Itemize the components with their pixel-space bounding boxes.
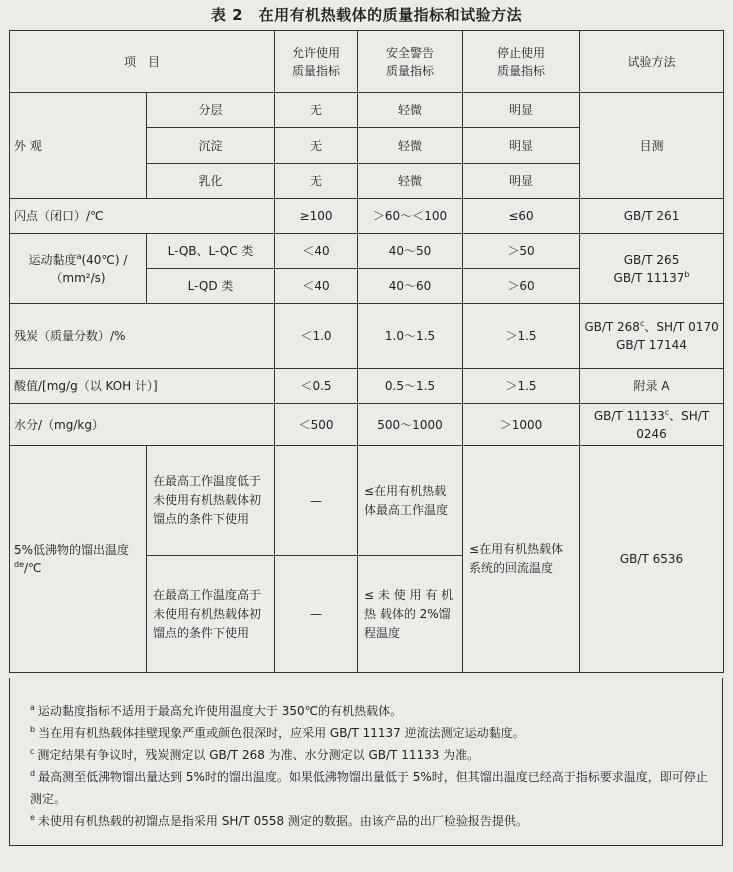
- warn-value: 轻微: [358, 93, 463, 128]
- appearance-row-layering: [10, 93, 724, 128]
- stop-value: ＞1.5: [463, 304, 580, 369]
- stop-value: 明显: [463, 128, 580, 164]
- allow-value: ＜0.5: [275, 369, 358, 404]
- footnotes: [9, 678, 723, 846]
- allow-value: ≥100: [275, 199, 358, 234]
- stop-value: 明显: [463, 93, 580, 128]
- water-method: GB/T 11133$^c$、SH/T 0246: [580, 404, 724, 446]
- header-method: 试验方法: [580, 31, 724, 93]
- allow-value: ＜40: [275, 269, 358, 304]
- viscosity-sub: L-QB、L-QC 类: [147, 234, 275, 269]
- warn-value: 轻微: [358, 164, 463, 199]
- footnote: $^c$ 测定结果有争议时，残炭测定以 GB/T 268 为准、水分测定以 GB/T 11133 为准。: [30, 747, 480, 762]
- footnote: $^b$ 当在用有机热载体挂壁现象严重或颜色很深时，应采用 GB/T 11137 逆流法测定运动黏度。: [30, 725, 525, 740]
- distill-condition-above: 在最高工作温度高于未使用有机热载体初馏点的条件下使用: [147, 556, 275, 673]
- water-label: 水分/（mg/kg）: [10, 404, 275, 446]
- header-row: [10, 31, 724, 93]
- acid-value-method: 附录 A: [580, 369, 724, 404]
- carbon-residue-label: 残炭（质量分数）/%: [10, 304, 275, 369]
- table-title: 表 2 在用有机热载体的质量指标和试验方法: [210, 6, 523, 24]
- acid-value-row: [10, 369, 724, 404]
- stop-value: 明显: [463, 164, 580, 199]
- header-item: 项 目: [10, 31, 275, 93]
- warn-value: 500～1000: [358, 404, 463, 446]
- warn-value: ＞60～＜100: [358, 199, 463, 234]
- distill-method: GB/T 6536: [580, 446, 724, 673]
- appearance-sub: 分层: [147, 93, 275, 128]
- stop-value: ＞60: [463, 269, 580, 304]
- allow-value: 无: [275, 128, 358, 164]
- appearance-sub: 沉淀: [147, 128, 275, 164]
- appearance-method: 目测: [580, 93, 724, 199]
- water-row: [10, 404, 724, 446]
- flash-point-row: [10, 199, 724, 234]
- stop-value: ≤60: [463, 199, 580, 234]
- carbon-residue-method: GB/T 268$^c$、SH/T 0170 GB/T 17144: [580, 304, 724, 369]
- header-allow: 允许使用 质量指标: [275, 31, 358, 93]
- viscosity-method: GB/T 265 GB/T 11137$^b$: [580, 234, 724, 304]
- header-stop: 停止使用 质量指标: [463, 31, 580, 93]
- appearance-sub: 乳化: [147, 164, 275, 199]
- footnote: $^a$ 运动黏度指标不适用于最高允许使用温度大于 350℃的有机热载体。: [30, 703, 403, 718]
- stop-value: ＞50: [463, 234, 580, 269]
- footnote: $^d$ 最高测至低沸物馏出量达到 5%时的馏出温度。如果低沸物馏出量低于 5%时，但其馏出温度已经高于指标要求温度，即可停止测定。: [30, 769, 708, 806]
- viscosity-label: 运动黏度$^a$(40℃) / （mm²/s): [10, 234, 147, 304]
- acid-value-label: 酸值/[mg/g（以 KOH 计）]: [10, 369, 275, 404]
- footnote: $^e$ 未使用有机热载的初馏点是指采用 SH/T 0558 测定的数据。由该产品的出厂检验报告提供。: [30, 813, 528, 828]
- allow-value: —: [275, 556, 358, 673]
- allow-value: 无: [275, 93, 358, 128]
- distill-row-below: [10, 446, 724, 556]
- warn-value: 0.5～1.5: [358, 369, 463, 404]
- header-warn: 安全警告 质量指标: [358, 31, 463, 93]
- stop-value: ＞1.5: [463, 369, 580, 404]
- flash-point-label: 闪点（闭口）/℃: [10, 199, 275, 234]
- flash-point-method: GB/T 261: [580, 199, 724, 234]
- spec-table: [9, 30, 724, 673]
- distill-label: 5%低沸物的馏出温度 $^{de}$/℃: [10, 446, 147, 673]
- warn-value: ≤在用有机热载体最高工作温度: [358, 446, 463, 556]
- carbon-residue-row: [10, 304, 724, 369]
- distill-stop-value: ≤在用有机热载体系统的回流温度: [463, 446, 580, 673]
- stop-value: ＞1000: [463, 404, 580, 446]
- allow-value: ＜40: [275, 234, 358, 269]
- viscosity-sub: L-QD 类: [147, 269, 275, 304]
- warn-value: 40～60: [358, 269, 463, 304]
- allow-value: ＜1.0: [275, 304, 358, 369]
- allow-value: —: [275, 446, 358, 556]
- warn-value: 1.0～1.5: [358, 304, 463, 369]
- distill-condition-below: 在最高工作温度低于未使用有机热载体初馏点的条件下使用: [147, 446, 275, 556]
- warn-value: 轻微: [358, 128, 463, 164]
- allow-value: 无: [275, 164, 358, 199]
- viscosity-row-qb-qc: [10, 234, 724, 269]
- allow-value: ＜500: [275, 404, 358, 446]
- appearance-label: 外 观: [10, 93, 147, 199]
- warn-value: 40～50: [358, 234, 463, 269]
- warn-value: ≤ 未 使 用 有 机 热 载体的 2%馏程温度: [358, 556, 463, 673]
